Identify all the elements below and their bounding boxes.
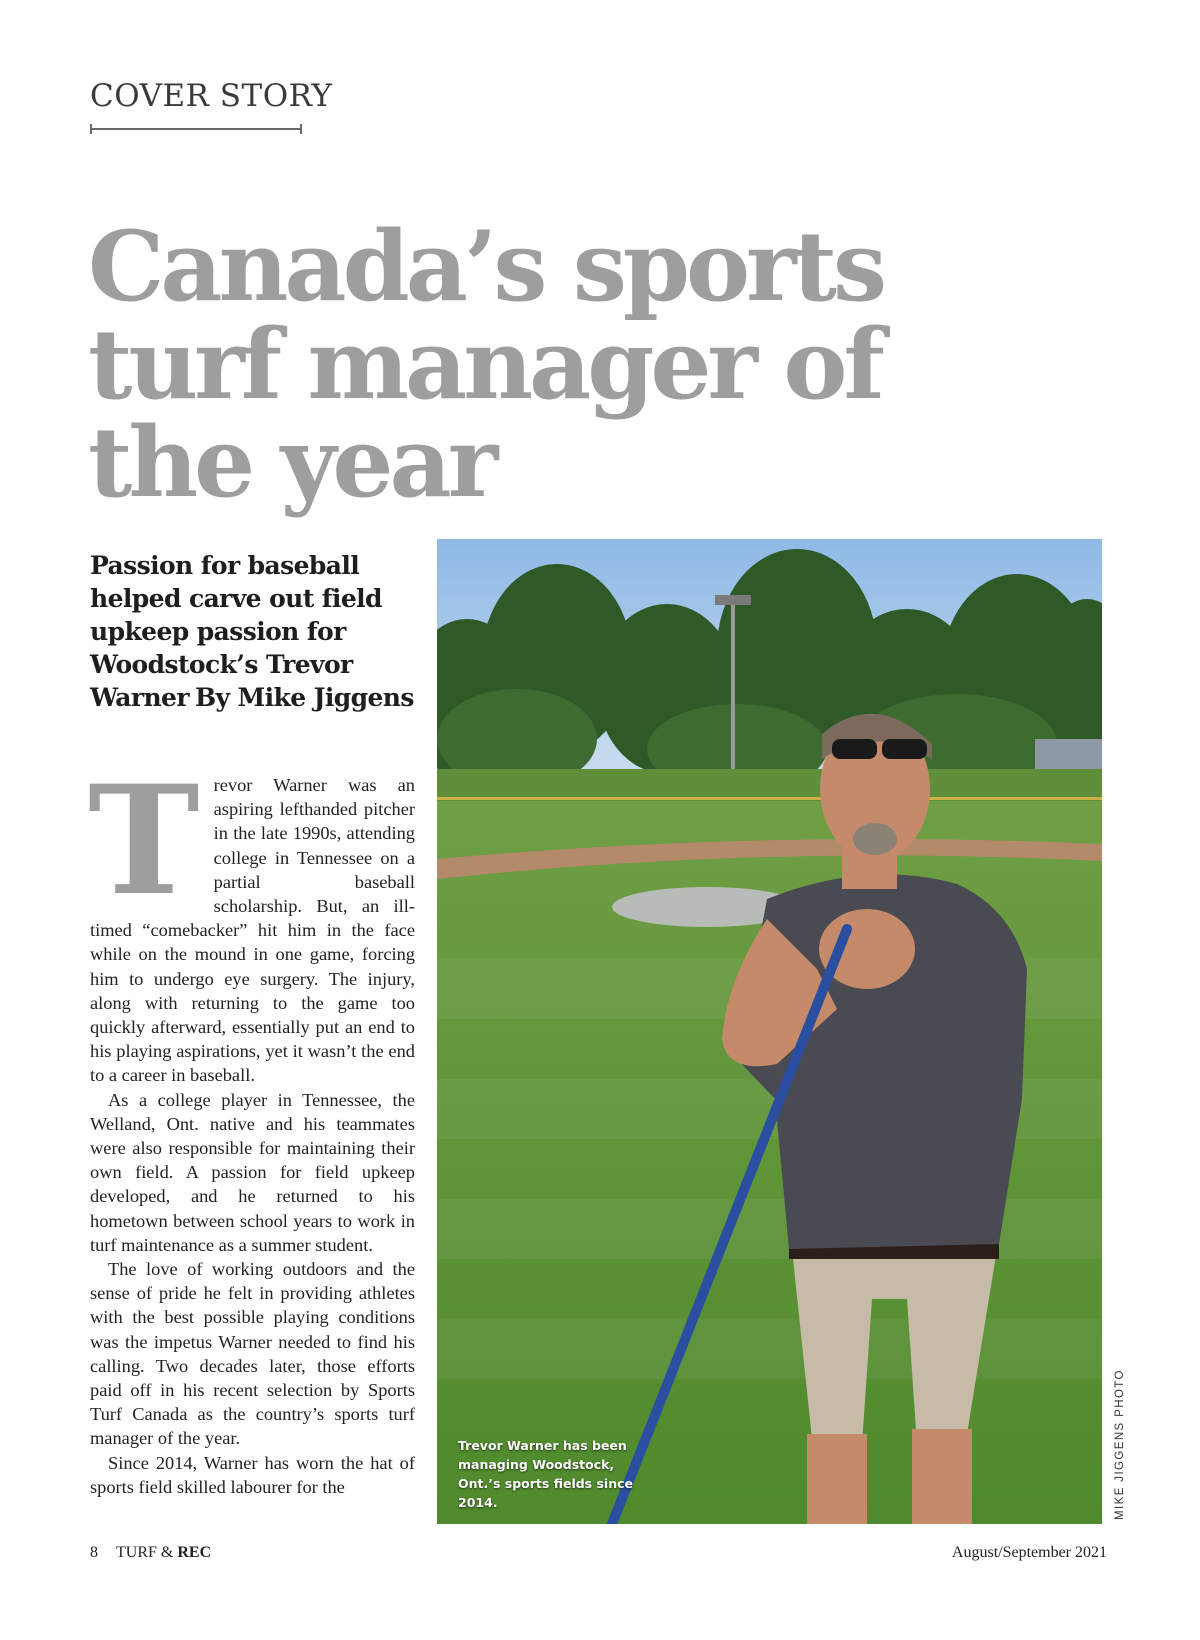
page-number: 8 <box>90 1544 98 1561</box>
headline: Canada’s sports turf manager of the year <box>88 210 883 519</box>
photo-illustration <box>437 539 1102 1524</box>
photo-credit: MIKE JIGGENS PHOTO <box>1114 1369 1126 1520</box>
paragraph-1 <box>88 753 415 1088</box>
footer-folio <box>90 1544 211 1562</box>
publication-suffix: REC <box>177 1544 212 1561</box>
paragraph-2: As a college player in Tennessee, the Welland, Ont. native and his teammates were also responsible for maintaining their own field. A passion for field upkeep developed, and he returned to his hometown between school years to work in turf maintenance as a summer student. <box>90 1089 415 1255</box>
deck-text: Passion for baseball helped carve out field upkeep passion for Woodstock’s Trevor Warner <box>90 551 382 712</box>
article-body <box>88 753 415 1499</box>
section-label: COVER STORY <box>90 78 333 114</box>
publication-prefix: TURF & <box>116 1544 178 1561</box>
issue-date: August/September 2021 <box>951 1544 1107 1561</box>
section-rule <box>90 128 302 130</box>
byline: By Mike Jiggens <box>194 683 414 712</box>
deck <box>90 549 420 714</box>
dropcap: T <box>88 753 200 929</box>
feature-photo <box>437 539 1102 1524</box>
paragraph-4: Since 2014, Warner has worn the hat of sports field skilled labourer for the <box>90 1452 415 1497</box>
paragraph-1-text: revor Warner was an aspiring lefthanded pitcher in the late 1990s, attending college in Tennessee on a partial baseball scholarship. But, an ill-timed “comebacker” hit him in the face while on the mound in one game, forcing him to undergo eye surgery. The injury, along with returning to the game too quickly afterward, essentially put an end to his playing aspirations, yet it wasn’t the end to a career in baseball. <box>90 775 415 1086</box>
publication-name <box>116 1544 211 1561</box>
paragraph-3: The love of working outdoors and the sense of pride he felt in providing athletes with the best possible playing conditions was the impetus Warner needed to find his calling. Two decades later, those efforts paid off in his recent selection by Sports Turf Canada as the country’s sports turf manager of the year. <box>90 1259 415 1449</box>
photo-caption: Trevor Warner has been managing Woodstock, Ont.’s sports fields since 2014. <box>458 1438 633 1510</box>
